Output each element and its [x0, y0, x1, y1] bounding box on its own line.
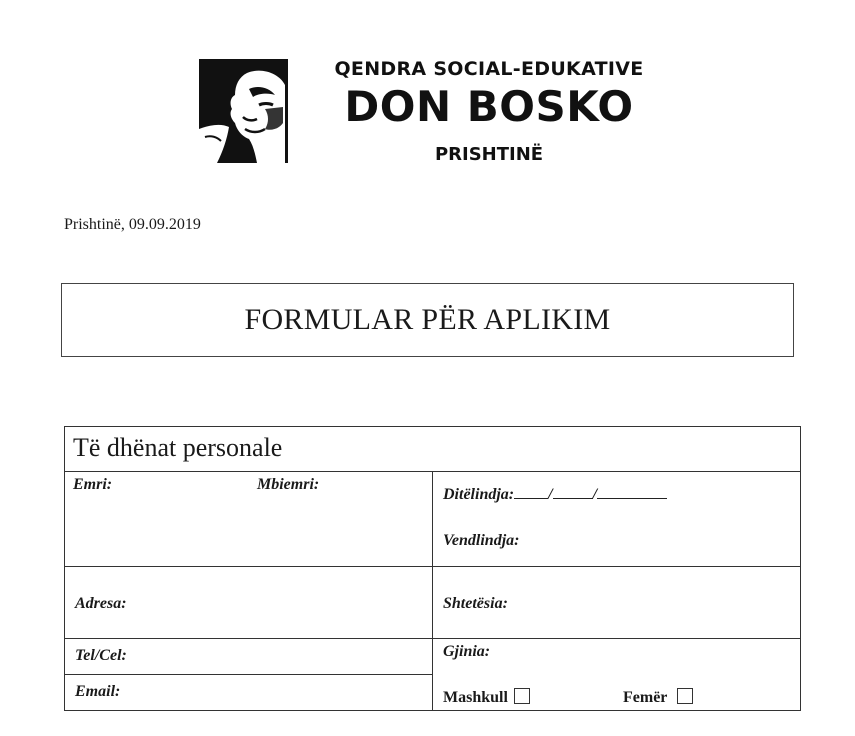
emri-label: Emri: — [73, 476, 113, 493]
month-blank[interactable] — [553, 486, 593, 499]
citizenship-cell[interactable] — [433, 567, 801, 639]
section-title: Të dhënat personale — [65, 427, 801, 472]
date-separator: / — [548, 486, 553, 503]
day-blank[interactable] — [514, 486, 548, 499]
shtetesia-label: Shtetësia: — [443, 595, 508, 612]
year-blank[interactable] — [597, 486, 667, 499]
email-label: Email: — [75, 683, 121, 700]
org-name-main: DON BOSKO — [344, 82, 634, 131]
gender-cell — [433, 639, 801, 711]
org-city: PRISHTINË — [434, 144, 544, 165]
org-name-line: QENDRA SOCIAL-EDUKATIVE — [334, 58, 644, 80]
personal-data-table — [64, 426, 801, 711]
mashkull-checkbox[interactable] — [514, 688, 530, 704]
ditelindja-field — [443, 486, 667, 504]
vendlindja-label: Vendlindja: — [443, 532, 520, 549]
don-bosko-logo-icon — [199, 59, 288, 163]
femer-checkbox[interactable] — [677, 688, 693, 704]
female-option[interactable] — [623, 688, 693, 707]
document-date: Prishtinë, 09.09.2019 — [64, 216, 201, 233]
mbiemri-label: Mbiemri: — [257, 476, 320, 493]
form-title: FORMULAR PËR APLIKIM — [244, 303, 611, 336]
mashkull-label: Mashkull — [443, 689, 508, 706]
male-option[interactable] — [443, 688, 530, 707]
date-separator: / — [592, 486, 598, 503]
femer-label: Femër — [623, 689, 668, 706]
ditelindja-label: Ditëlindja: — [443, 486, 515, 503]
address-cell[interactable] — [65, 567, 433, 639]
email-cell[interactable] — [65, 675, 433, 711]
gjinia-label: Gjinia: — [443, 643, 491, 660]
adresa-label: Adresa: — [75, 595, 127, 612]
birth-cell[interactable] — [433, 472, 801, 567]
form-title-box — [61, 283, 794, 357]
tel-label: Tel/Cel: — [75, 647, 127, 664]
name-cell[interactable] — [65, 472, 433, 567]
phone-cell[interactable] — [65, 639, 433, 675]
